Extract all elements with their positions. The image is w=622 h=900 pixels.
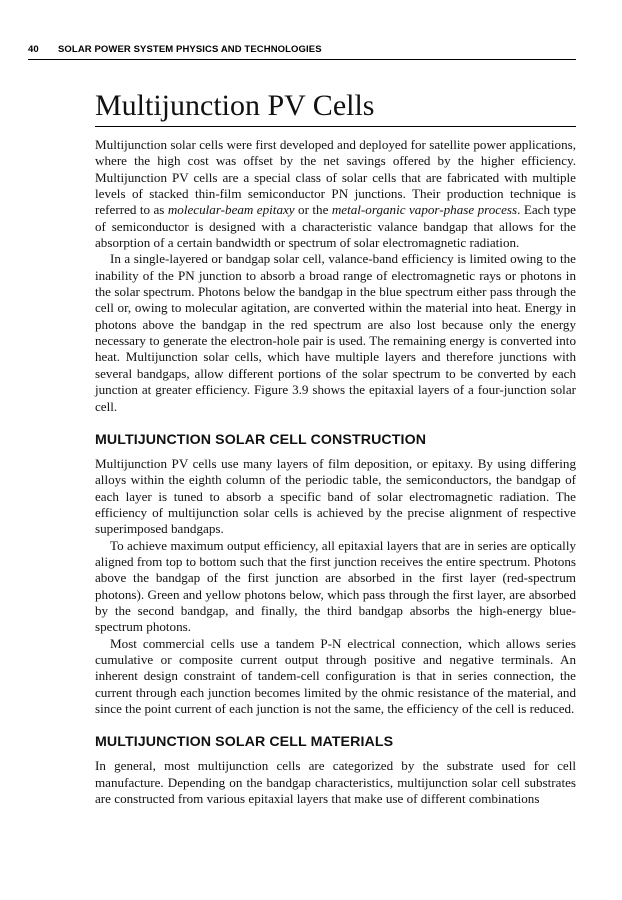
construction-paragraph-2: To achieve maximum output efficiency, all epitaxial layers that are in series are optically aligned from top to bottom such that the first junction receives the entire spectrum. Photons above the bandgap of the first junction are absorbed in the first layer (red-spectrum photons). Green and yellow photons below, which pass through the first layer, are absorbed by the second bandgap, and finally, the third bandgap absorbs the high-energy blue-spectrum photons. [95, 537, 576, 635]
term-molecular-beam-epitaxy: molecular-beam epitaxy [167, 202, 295, 218]
materials-paragraph-1: In general, most multijunction cells are categorized by the substrate used for cell manufacture. Depending on the bandgap characteristics, multijunction solar cell substrates are constructed from various epitaxial layers that make use of different combinations [95, 758, 576, 807]
intro-text-c: . Each type of semiconductor is designed with a characteristic valance bandgap that allows for the absorption of a certain bandwidth or spectrum of solar electromagnetic radiation. [95, 202, 576, 251]
running-title: SOLAR POWER SYSTEM PHYSICS AND TECHNOLOGIES [58, 44, 322, 55]
page-number: 40 [28, 44, 39, 55]
section-title: Multijunction PV Cells [95, 88, 576, 127]
intro-paragraph-2: In a single-layered or bandgap solar cell, valance-band efficiency is limited owing to the inability of the PN junction to absorb a broad range of electromagnetic rays or photons in the solar spectrum. Photons below the bandgap in the blue spectrum either pass through the cell or, owing to molecular agitation, are converted within the material into heat. Energy in photons above the bandgap in the red spectrum are also lost because only the energy necessary to generate the electron-hole pair is used. The remaining energy is converted into heat. Multijunction solar cells, which have multiple layers and therefore junctions with several bandgaps, allow different portions of the solar spectrum to be converted by each junction at greater efficiency. Figure 3.9 shows the epitaxial layers of a four-junction solar cell. [95, 251, 576, 414]
intro-paragraph-1 [95, 137, 576, 251]
construction-paragraph-3: Most commercial cells use a tandem P-N electrical connection, which allows series cumulative or composite current output through positive and negative terminals. An inherent design constraint of tandem-cell configuration is that in series connection, the current through each junction becomes limited by the ohmic resistance of the material, and since the point current of each junction is not the same, the efficiency of the cell is reduced. [95, 635, 576, 716]
construction-paragraph-1: Multijunction PV cells use many layers of film deposition, or epitaxy. By using differing alloys within the eighth column of the periodic table, the semiconductors, the bandgap of each layer is tuned to absorb a specific band of solar electromagnetic radiation. The efficiency of multijunction solar cells is achieved by the precise alignment of respective superimposed bandgaps. [95, 455, 576, 537]
heading-materials: MULTIJUNCTION SOLAR CELL MATERIALS [95, 734, 394, 751]
heading-construction: MULTIJUNCTION SOLAR CELL CONSTRUCTION [95, 431, 427, 448]
page-body [95, 88, 576, 807]
intro-text-a: Multijunction solar cells were first developed and deployed for satellite power applications, where the high cost was offset by the net savings offered by the higher efficiency. Multijunction PV cells are a special class of solar cells that are fabricated with multiple levels of stacked thin-film semiconductor PN junctions. Their production technique is referred to as [95, 137, 576, 218]
term-metal-organic-process: metal-organic vapor-phase process [331, 202, 518, 218]
intro-text-b: or the [294, 202, 332, 218]
running-header [28, 43, 576, 60]
